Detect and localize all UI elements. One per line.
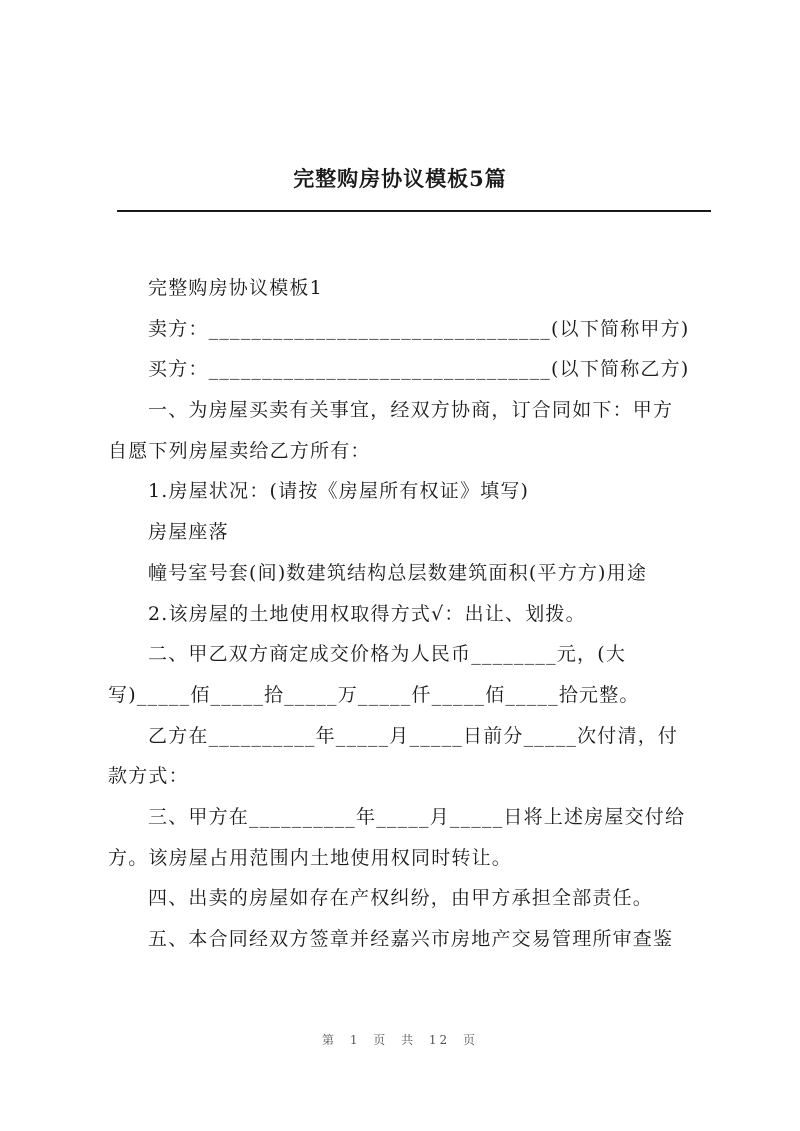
document-title: 完整购房协议模板5篇 xyxy=(293,166,507,191)
property-status-line: 1.房屋状况：(请按《房屋所有权证》填写) xyxy=(148,480,530,503)
payment-line-2: 款方式： xyxy=(108,765,189,788)
property-fields-line: 幢号室号套(间)数建筑结构总层数建筑面积(平方方)用途 xyxy=(148,561,648,584)
clause-3-line-2: 方。该房屋占用范围内土地使用权同时转让。 xyxy=(108,846,513,869)
clause-1-line-1: 一、为房屋买卖有关事宜，经双方协商，订合同如下：甲方 xyxy=(148,399,674,422)
document-body xyxy=(108,268,708,960)
buyer-line: 买方：________________________________(以下简称乙方) xyxy=(148,358,690,381)
clause-4-line: 四、出卖的房屋如存在产权纠纷，由甲方承担全部责任。 xyxy=(148,887,654,910)
property-location-line: 房屋座落 xyxy=(148,521,229,544)
clause-5-line: 五、本合同经双方签章并经嘉兴市房地产交易管理所审查鉴 xyxy=(148,928,674,950)
clause-3-line-1: 三、甲方在__________年_____月_____日将上述房屋交付给 xyxy=(148,805,686,828)
land-use-line: 2.该房屋的土地使用权取得方式√：出让、划拨。 xyxy=(148,602,586,625)
clause-2-line-1: 二、甲乙双方商定成交价格为人民币________元，(大 xyxy=(148,643,627,666)
payment-line-1: 乙方在__________年_____月_____日前分_____次付清，付 xyxy=(148,724,679,747)
seller-line: 卖方：________________________________(以下简称甲方) xyxy=(148,317,690,340)
section-heading: 完整购房协议模板1 xyxy=(148,277,323,299)
clause-2-line-2: 写)_____佰_____拾_____万_____仟_____佰_____拾元整。 xyxy=(108,683,640,706)
title-divider xyxy=(117,210,711,212)
clause-1-line-2: 自愿下列房屋卖给乙方所有： xyxy=(108,439,371,462)
page-footer: 第 1 页 共 12 页 xyxy=(322,1033,478,1047)
